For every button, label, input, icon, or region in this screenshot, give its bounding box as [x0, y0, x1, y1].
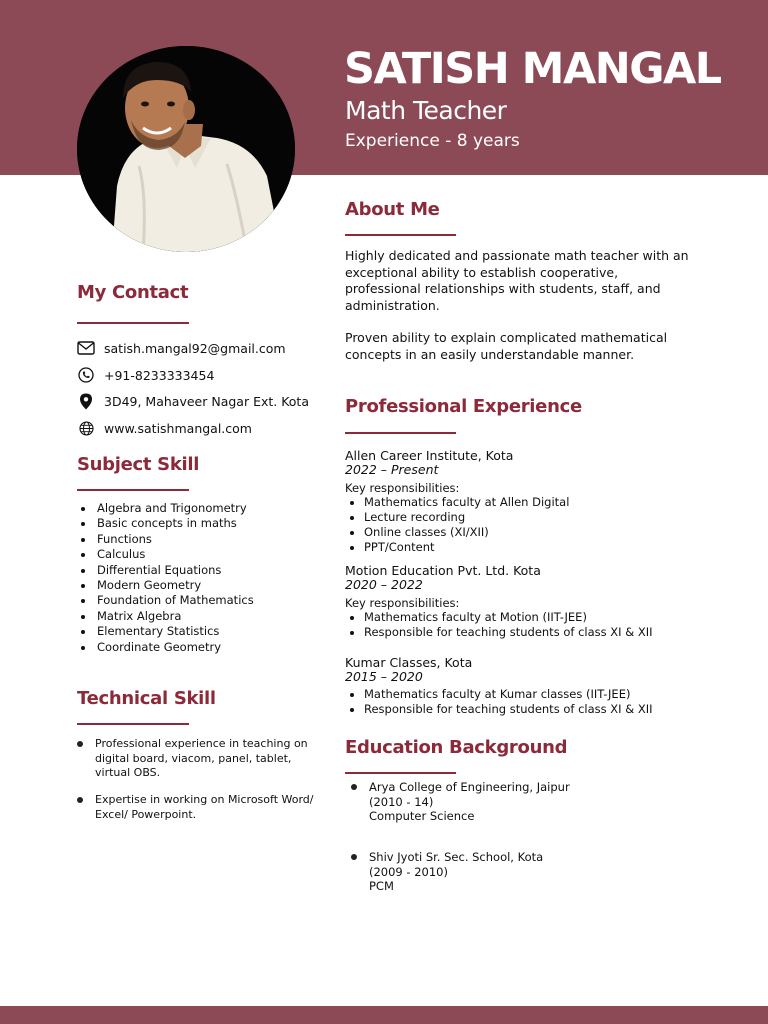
job-org: Kumar Classes, Kota [345, 655, 473, 670]
subject-skill-list [77, 501, 254, 655]
list-item: Functions [77, 532, 254, 547]
contact-address [77, 392, 309, 410]
edu-field: Computer Science [369, 809, 475, 823]
contact-address-text: 3D49, Mahaveer Nagar Ext. Kota [104, 393, 309, 409]
job-key-label: Key responsibilities: [345, 481, 460, 495]
subject-skill-rule [77, 489, 189, 491]
technical-skill-title: Technical Skill [77, 688, 216, 709]
experience-rule [345, 432, 456, 434]
job-responsibilities [345, 495, 569, 555]
location-pin-icon [77, 392, 95, 410]
education-rule [345, 772, 456, 774]
contact-phone-text: +91-8233333454 [104, 367, 215, 383]
job-org: Allen Career Institute, Kota [345, 448, 514, 463]
job-years: 2020 – 2022 [345, 577, 423, 592]
bullet-icon [351, 784, 357, 790]
mail-icon [77, 339, 95, 357]
list-item: Mathematics faculty at Kumar classes (IIT-JEE) [345, 687, 653, 702]
job-responsibilities [345, 610, 653, 640]
list-item: Matrix Algebra [77, 609, 254, 624]
candidate-experience: Experience - 8 years [345, 131, 520, 151]
job-years: 2015 – 2020 [345, 669, 423, 684]
phone-icon [77, 366, 95, 384]
list-item: Professional experience in teaching on digital board, viacom, panel, tablet, virtual OBS. [77, 737, 327, 781]
contact-phone[interactable] [77, 366, 214, 384]
list-item: Responsible for teaching students of class XI & XII [345, 625, 653, 640]
list-item: Algebra and Trigonometry [77, 501, 254, 516]
profile-photo [77, 46, 295, 252]
candidate-name: SATISH MANGAL [344, 44, 721, 94]
list-item: PPT/Content [345, 540, 569, 555]
list-item [350, 780, 570, 824]
job-org: Motion Education Pvt. Ltd. Kota [345, 563, 541, 578]
list-item: Coordinate Geometry [77, 640, 254, 655]
person-portrait-icon [77, 46, 295, 252]
list-item: Expertise in working on Microsoft Word/ Excel/ Powerpoint. [77, 793, 327, 822]
globe-icon [77, 419, 95, 437]
list-item: Mathematics faculty at Motion (IIT-JEE) [345, 610, 653, 625]
job-responsibilities [345, 687, 653, 717]
subject-skill-title: Subject Skill [77, 454, 200, 475]
about-paragraph-1: Highly dedicated and passionate math teacher with an exceptional ability to establish cooperative, professional relationships with students, staff, and administration. [345, 248, 689, 313]
technical-skill-rule [77, 723, 189, 725]
list-item: Online classes (XI/XII) [345, 525, 569, 540]
edu-school: Arya College of Engineering, Jaipur [369, 780, 570, 794]
bullet-icon [77, 797, 83, 803]
experience-title: Professional Experience [345, 396, 582, 417]
edu-field: PCM [369, 879, 394, 893]
contact-website-text: www.satishmangal.com [104, 420, 252, 436]
about-paragraph-2: Proven ability to explain complicated mathematical concepts in an easily understandable manner. [345, 330, 668, 362]
list-item: Calculus [77, 547, 254, 562]
list-item [350, 850, 543, 894]
edu-school: Shiv Jyoti Sr. Sec. School, Kota [369, 850, 544, 864]
contact-title: My Contact [77, 282, 189, 303]
list-item: Foundation of Mathematics [77, 593, 254, 608]
edu-years: (2009 - 2010) [369, 864, 448, 879]
education-title: Education Background [345, 737, 568, 758]
job-key-label: Key responsibilities: [345, 596, 460, 610]
contact-rule [77, 322, 189, 324]
edu-years: (2010 - 14) [369, 794, 434, 809]
list-item: Differential Equations [77, 563, 254, 578]
list-item: Modern Geometry [77, 578, 254, 593]
list-item: Responsible for teaching students of class XI & XII [345, 702, 653, 717]
about-title: About Me [345, 199, 440, 220]
contact-email[interactable] [77, 339, 286, 357]
bullet-icon [77, 741, 83, 747]
list-item: Elementary Statistics [77, 624, 254, 639]
about-rule [345, 234, 456, 236]
footer-band [0, 1006, 768, 1024]
bullet-icon [351, 854, 357, 860]
list-item: Lecture recording [345, 510, 569, 525]
contact-email-text: satish.mangal92@gmail.com [104, 340, 286, 356]
job-years: 2022 – Present [345, 462, 439, 477]
contact-website[interactable] [77, 419, 252, 437]
list-item: Basic concepts in maths [77, 516, 254, 531]
candidate-role: Math Teacher [345, 96, 507, 125]
list-item: Mathematics faculty at Allen Digital [345, 495, 569, 510]
